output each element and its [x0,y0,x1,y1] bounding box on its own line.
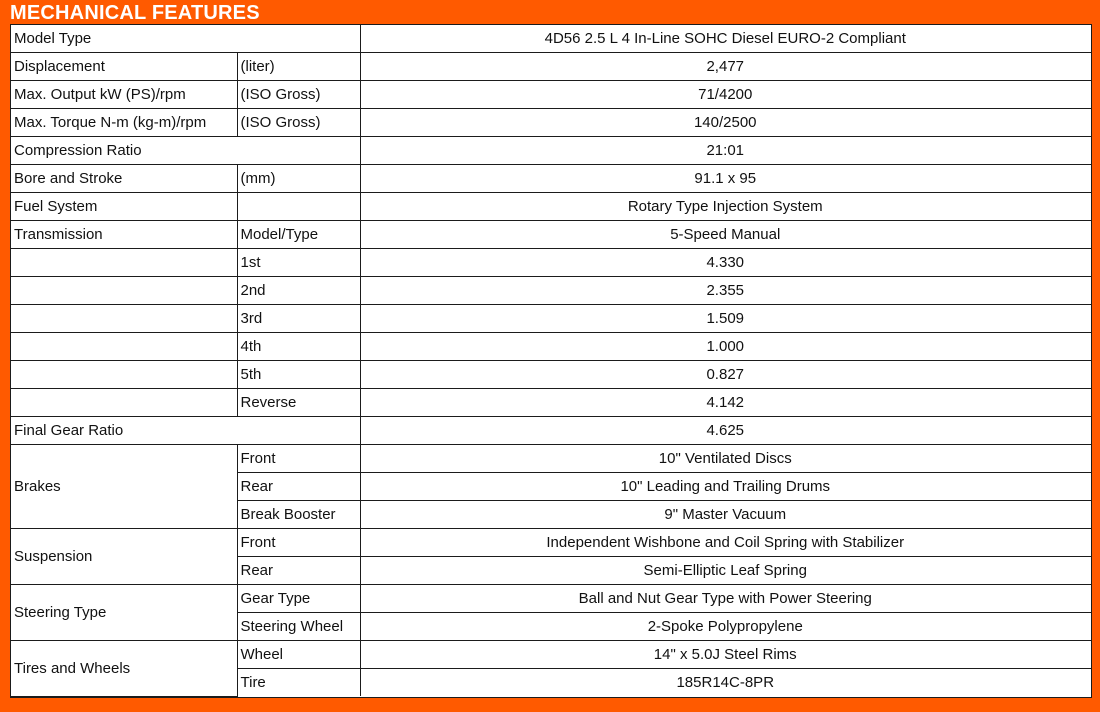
table-row [11,389,1091,417]
spec-group-label: Brakes [11,445,237,529]
spec-group-label: Steering Type [11,585,237,641]
table-row [11,445,1091,473]
table-row [11,361,1091,389]
spec-label: Final Gear Ratio [11,417,360,445]
spec-label: Model Type [11,25,360,53]
spec-group-label: Suspension [11,529,237,585]
table-row [11,333,1091,361]
spec-value: 185R14C-8PR [360,669,1091,697]
spec-value: 4.625 [360,417,1091,445]
spec-value: Ball and Nut Gear Type with Power Steering [360,585,1091,613]
spec-value: Rotary Type Injection System [360,193,1091,221]
table-row [11,277,1091,305]
spec-unit: 3rd [237,305,360,333]
table-row [11,53,1091,81]
mechanical-specs-table [11,25,1091,697]
spec-label: Transmission [11,221,237,249]
spec-unit: Gear Type [237,585,360,613]
page-title: MECHANICAL FEATURES [10,2,260,24]
table-row [11,81,1091,109]
spec-value: 71/4200 [360,81,1091,109]
spec-label: Bore and Stroke [11,165,237,193]
table-row [11,137,1091,165]
spec-value: 1.000 [360,333,1091,361]
spec-unit: (liter) [237,53,360,81]
table-row [11,417,1091,445]
table-row [11,165,1091,193]
spec-unit: Model/Type [237,221,360,249]
spec-value: Independent Wishbone and Coil Spring with Stabilizer [360,529,1091,557]
spec-unit: (ISO Gross) [237,109,360,137]
spec-label: Fuel System [11,193,237,221]
spec-value: 10" Ventilated Discs [360,445,1091,473]
spec-unit: Reverse [237,389,360,417]
spec-unit: Wheel [237,641,360,669]
spec-label [11,305,237,333]
spec-label [11,333,237,361]
spec-unit [237,193,360,221]
spec-unit: 1st [237,249,360,277]
spec-table-panel [10,24,1092,698]
spec-label [11,249,237,277]
table-row [11,109,1091,137]
spec-unit: 5th [237,361,360,389]
spec-value: 10" Leading and Trailing Drums [360,473,1091,501]
spec-value: 2-Spoke Polypropylene [360,613,1091,641]
table-row [11,585,1091,613]
table-row [11,305,1091,333]
spec-value: 2,477 [360,53,1091,81]
spec-unit: 2nd [237,277,360,305]
table-row [11,193,1091,221]
spec-label: Max. Output kW (PS)/rpm [11,81,237,109]
spec-label [11,361,237,389]
spec-value: 91.1 x 95 [360,165,1091,193]
spec-label [11,389,237,417]
spec-label: Max. Torque N-m (kg-m)/rpm [11,109,237,137]
spec-unit: Break Booster [237,501,360,529]
spec-value: 4.142 [360,389,1091,417]
spec-value: 9" Master Vacuum [360,501,1091,529]
spec-unit: Tire [237,669,360,697]
spec-label: Compression Ratio [11,137,360,165]
spec-value: 21:01 [360,137,1091,165]
spec-unit: (mm) [237,165,360,193]
table-row [11,641,1091,669]
table-row [11,529,1091,557]
spec-unit: Front [237,445,360,473]
spec-value: 14" x 5.0J Steel Rims [360,641,1091,669]
table-row [11,25,1091,53]
spec-unit: Steering Wheel [237,613,360,641]
spec-label [11,277,237,305]
spec-value: 4D56 2.5 L 4 In-Line SOHC Diesel EURO-2 Compliant [360,25,1091,53]
spec-value: 5-Speed Manual [360,221,1091,249]
table-row [11,249,1091,277]
spec-value: 140/2500 [360,109,1091,137]
spec-group-label: Tires and Wheels [11,641,237,697]
spec-label: Displacement [11,53,237,81]
table-row [11,221,1091,249]
spec-value: 0.827 [360,361,1091,389]
spec-value: 1.509 [360,305,1091,333]
spec-value: 4.330 [360,249,1091,277]
spec-unit: Rear [237,473,360,501]
spec-unit: 4th [237,333,360,361]
spec-value: 2.355 [360,277,1091,305]
spec-value: Semi-Elliptic Leaf Spring [360,557,1091,585]
spec-unit: Front [237,529,360,557]
spec-unit: Rear [237,557,360,585]
spec-unit: (ISO Gross) [237,81,360,109]
